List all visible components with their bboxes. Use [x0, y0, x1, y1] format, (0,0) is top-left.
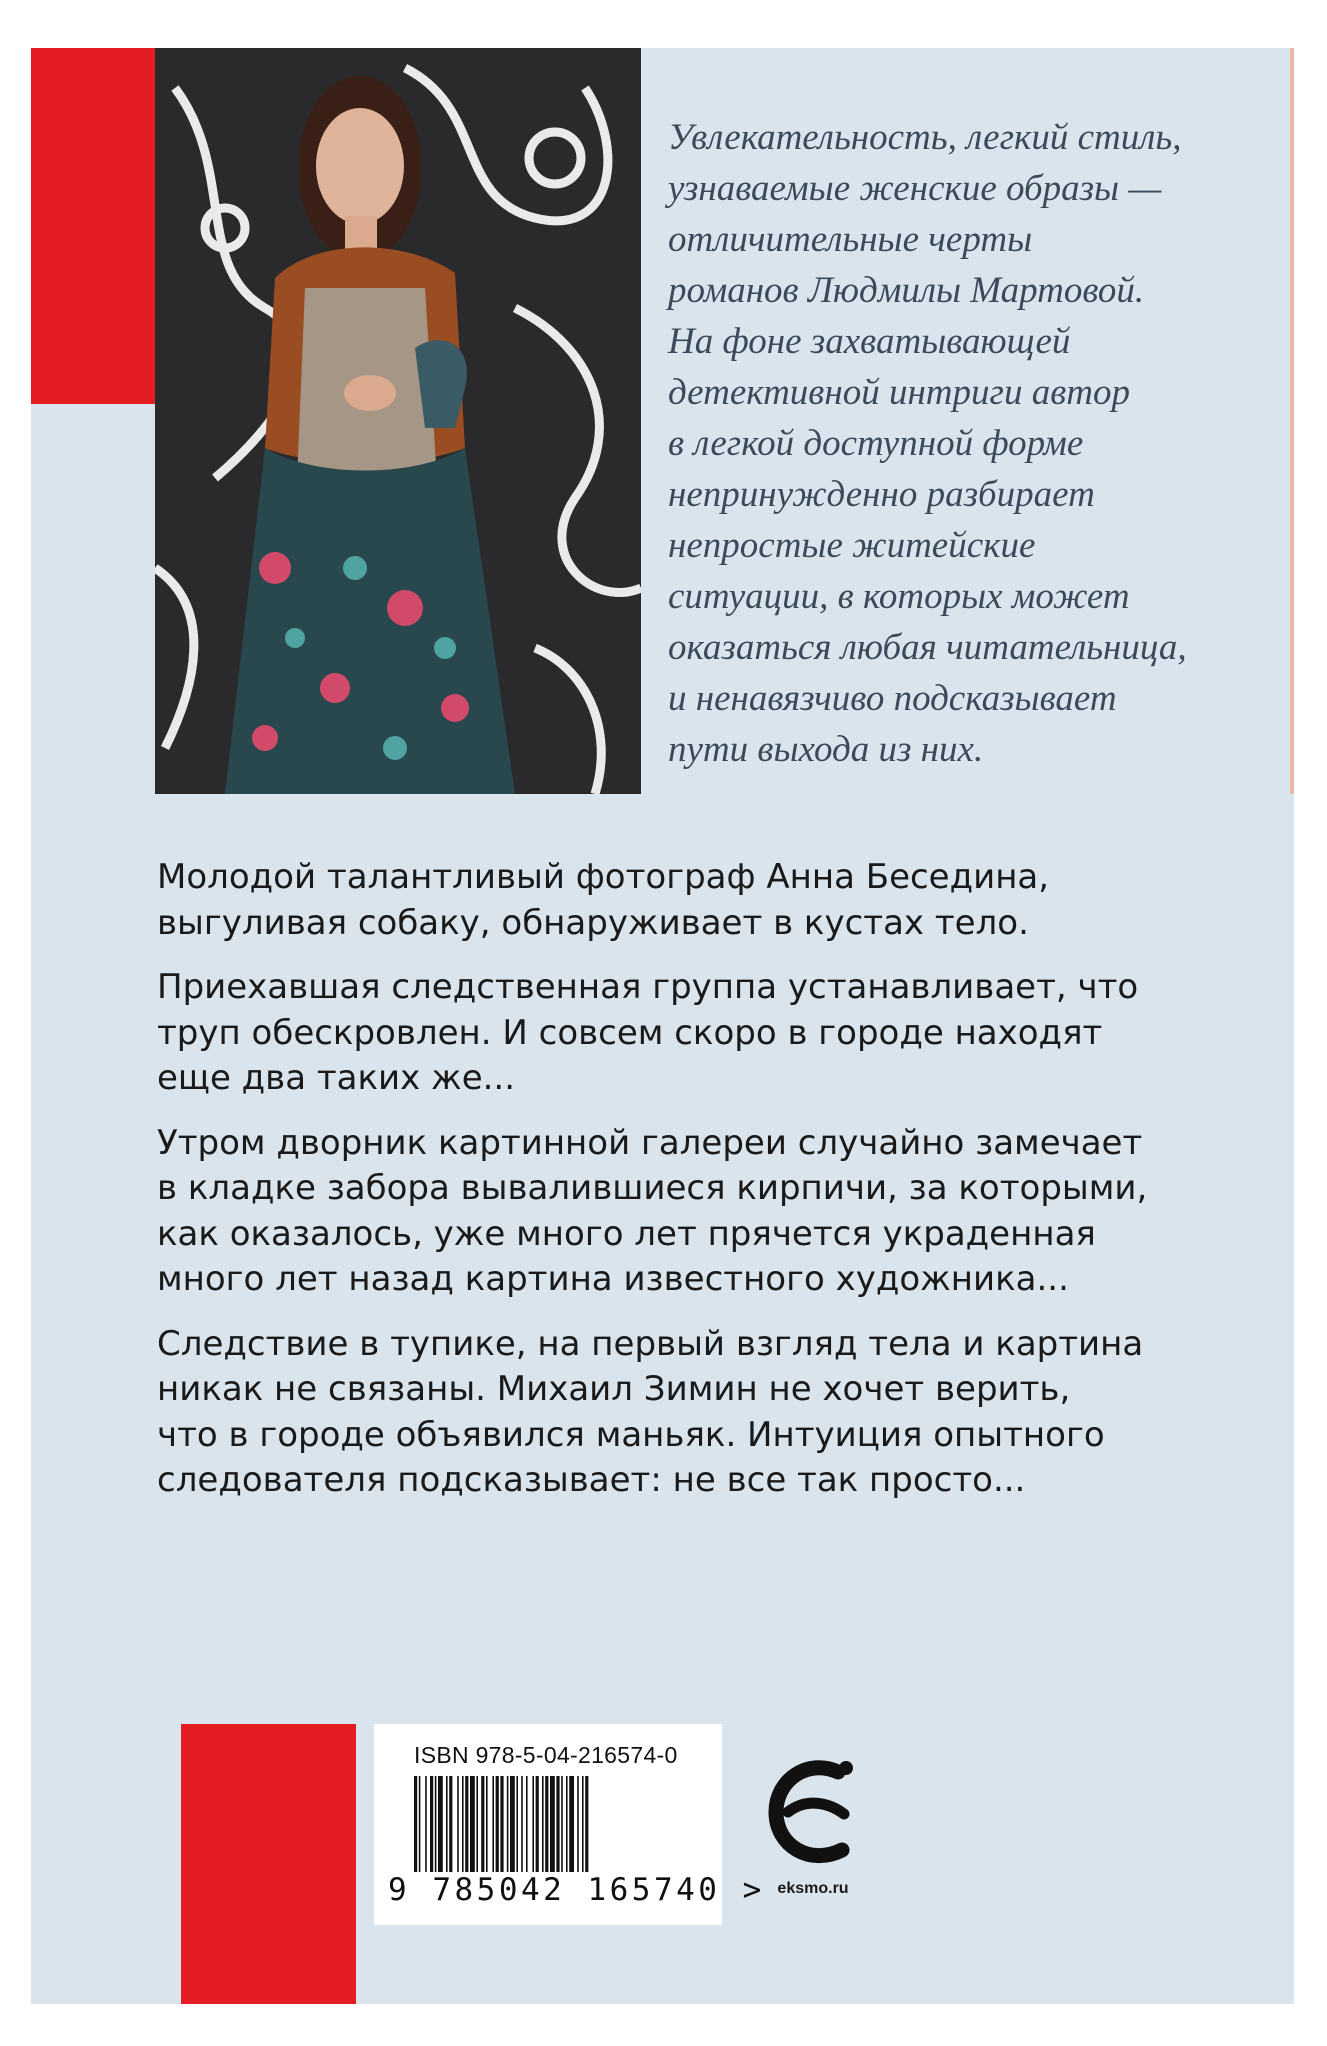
synopsis-paragraph: Приехавшая следственная группа устанавливает, что труп обескровлен. И совсем скоро в городе находят еще два таких же... — [157, 967, 1139, 1098]
synopsis-paragraph: Молодой талантливый фотограф Анна Беседина, выгуливая собаку, обнаруживает в кустах тело. — [157, 857, 1050, 943]
barcode-digits: 9 785042 165740 > — [388, 1872, 765, 1908]
author-quote: Увлекательность, легкий стиль, узнаваемые женские образы — отличительные черты романов Людмилы Мартовой. На фоне захватывающей детективной интриги автор в легкой доступной форме непринужденно разбирает непростые житейские ситуации, в которых может оказаться любая читательница, и ненавязчиво подсказывает пути выхода из них. — [668, 117, 1187, 770]
red-accent-block-bottom — [181, 1724, 356, 2004]
red-accent-block-top — [31, 48, 155, 404]
barcode-panel — [374, 1724, 765, 1925]
synopsis-paragraph: Утром дворник картинной галереи случайно замечает в кладке забора вывалившиеся кирпичи, за которыми, как оказалось, уже много лет прячется украденная много лет назад картина известного художника... — [157, 1122, 1148, 1299]
publisher-logo — [758, 1750, 868, 1920]
cover-edge-strip — [1290, 48, 1294, 794]
eksmo-logo-icon — [758, 1750, 868, 1875]
isbn-label: ISBN 978-5-04-216574-0 — [414, 1742, 678, 1768]
barcode-icon — [414, 1776, 684, 1872]
synopsis — [157, 855, 1267, 1523]
author-photo — [155, 48, 641, 794]
synopsis-paragraph: Следствие в тупике, на первый взгляд тела и картина никак не связаны. Михаил Зимин не хочет верить, что в городе объявился маньяк. Интуиция опытного следователя подсказывает: не все так просто... — [157, 1323, 1144, 1500]
publisher-site: eksmo.ru — [777, 1880, 849, 1897]
